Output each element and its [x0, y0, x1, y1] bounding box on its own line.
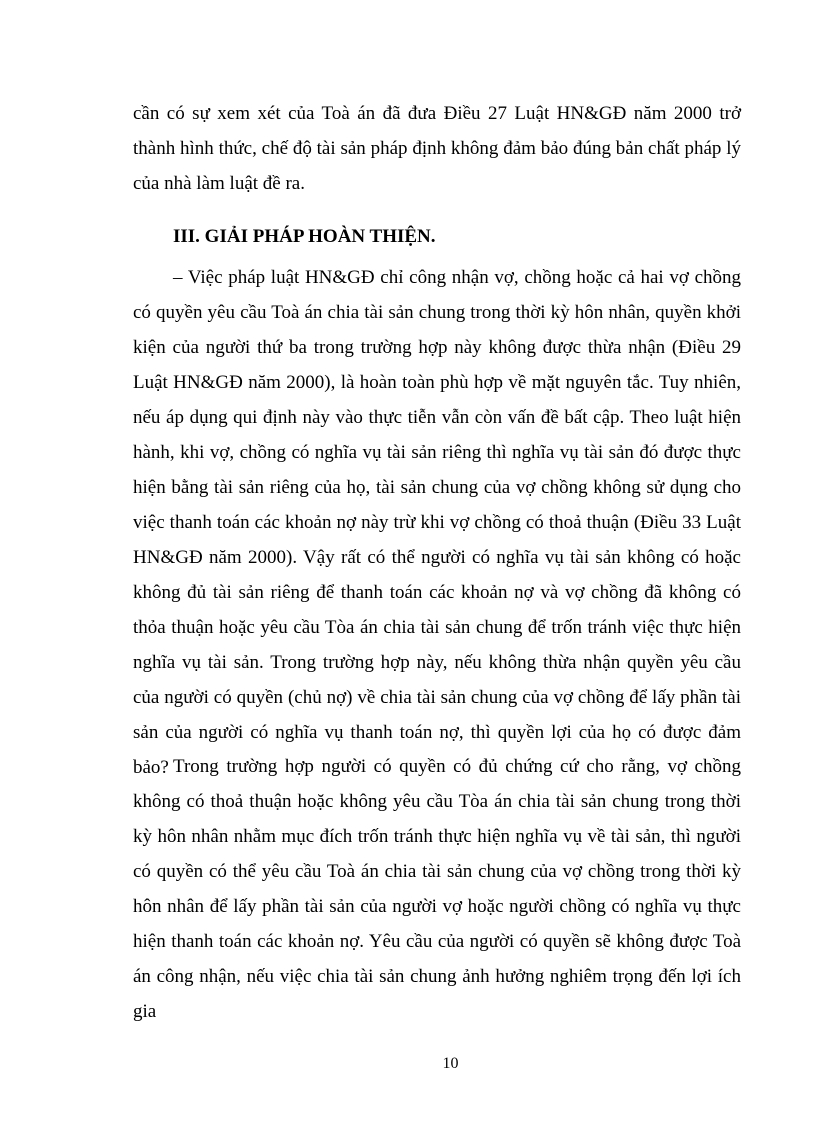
- section-heading: III. GIẢI PHÁP HOÀN THIỆN.: [173, 226, 436, 247]
- paragraph-proposal: Trong trường hợp người có quyền có đủ chứng cứ cho rằng, vợ chồng không có thoả thuận hoặc không yêu cầu Tòa án chia tài sản chung trong thời kỳ hôn nhân nhằm mục đích trốn tránh thực hiện nghĩa vụ về tài sản, thì người có quyền có thể yêu cầu Toà án chia tài sản chung của vợ chồng trong thời kỳ hôn nhân để lấy phần tài sản của người vợ hoặc người chồng có nghĩa vụ thực hiện thanh toán các khoản nợ. Yêu cầu của người có quyền sẽ không được Toà án công nhận, nếu việc chia tài sản chung ảnh hưởng nghiêm trọng đến lợi ích gia: [133, 756, 741, 1022]
- paragraph-legal-analysis: – Việc pháp luật HN&GĐ chỉ công nhận vợ, chồng hoặc cả hai vợ chồng có quyền yêu cầu Toà án chia tài sản chung trong thời kỳ hôn nhân, quyền khởi kiện của người thứ ba trong trường hợp này không được thừa nhận (Điều 29 Luật HN&GĐ năm 2000), là hoàn toàn phù hợp về mặt nguyên tắc. Tuy nhiên, nếu áp dụng qui định này vào thực tiễn vẫn còn vấn đề bất cập. Theo luật hiện hành, khi vợ, chồng có nghĩa vụ tài sản riêng thì nghĩa vụ tài sản đó được thực hiện bằng tài sản riêng của họ, tài sản chung của vợ chồng không sử dụng cho việc thanh toán các khoản nợ này trừ khi vợ chồng có thoả thuận (Điều 33 Luật HN&GĐ năm 2000). Vậy rất có thể người có nghĩa vụ tài sản không có hoặc không đủ tài sản riêng để thanh toán các khoản nợ và vợ chồng đã không có thỏa thuận hoặc yêu cầu Tòa án chia tài sản chung để trốn tránh việc thực hiện nghĩa vụ tài sản. Trong trường hợp này, nếu không thừa nhận quyền yêu cầu của người có quyền (chủ nợ) về chia tài sản chung của vợ chồng để lấy phần tài sản của người có nghĩa vụ thanh toán nợ, thì quyền lợi của họ có được đảm bảo?: [133, 267, 741, 778]
- page-number: 10: [442, 1055, 459, 1072]
- paragraph-continuation: cần có sự xem xét của Toà án đã đưa Điều 27 Luật HN&GĐ năm 2000 trở thành hình thức, chế độ tài sản pháp định không đảm bảo đúng bản chất pháp lý của nhà làm luật đề ra.: [133, 103, 741, 194]
